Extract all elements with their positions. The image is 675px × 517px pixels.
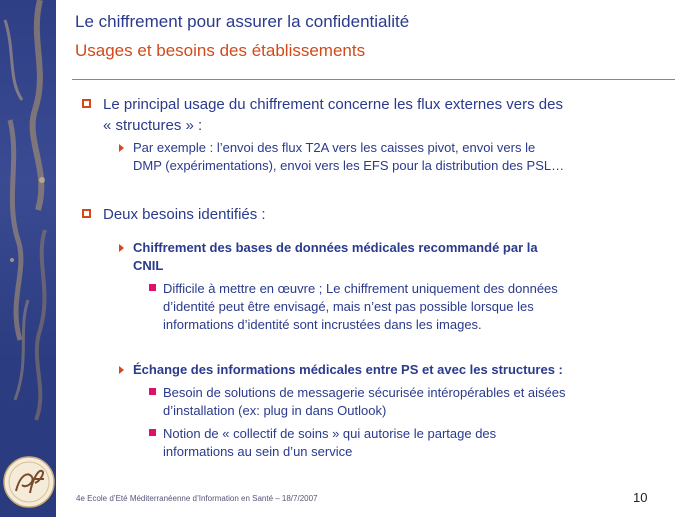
filled-square-bullet-icon bbox=[149, 429, 156, 436]
bullet-2-sub-2-item-1-line-2: d’installation (ex: plug in dans Outlook) bbox=[163, 403, 387, 418]
bullet-2-sub-2-item-2-line-2: informations au sein d’un service bbox=[163, 444, 353, 459]
bullet-1-line-2: « structures » : bbox=[103, 117, 203, 134]
arrow-bullet-icon bbox=[119, 366, 124, 374]
bullet-2-sub-1-line-1: Chiffrement des bases de données médicales recommandé par la bbox=[133, 240, 538, 255]
logo-icon bbox=[2, 455, 56, 509]
bullet-2-sub-1-item-1-line-3: informations d’identité sont incrustées dans les images. bbox=[163, 317, 482, 332]
bullet-2-sub-1-item-1-line-1: Difficile à mettre en œuvre ; Le chiffrement uniquement des données bbox=[163, 281, 558, 296]
hollow-square-bullet-icon bbox=[82, 209, 91, 218]
slide-subtitle: Usages et besoins des établissements bbox=[75, 41, 366, 60]
bullet-2-sub-2-line-1: Échange des informations médicales entre PS et avec les structures : bbox=[133, 362, 563, 377]
hollow-square-bullet-icon bbox=[82, 99, 91, 108]
bullet-2-sub-2-item-1-line-1: Besoin de solutions de messagerie sécurisée intéropérables et aisées bbox=[163, 385, 566, 400]
filled-square-bullet-icon bbox=[149, 388, 156, 395]
slide-title: Le chiffrement pour assurer la confidentialité bbox=[75, 12, 410, 31]
bullet-1-sub-1-line-1: Par exemple : l’envoi des flux T2A vers les caisses pivot, envoi vers le bbox=[133, 140, 536, 155]
arrow-bullet-icon bbox=[119, 244, 124, 252]
bullet-1-line-1: Le principal usage du chiffrement concerne les flux externes vers des bbox=[103, 96, 563, 113]
filled-square-bullet-icon bbox=[149, 284, 156, 291]
bullet-2-sub-1-item-1-line-2: d’identité peut être envisagé, mais n’est pas possible lorsque les bbox=[163, 299, 534, 314]
bullet-2-sub-2-item-2-line-1: Notion de « collectif de soins » qui autorise le partage des bbox=[163, 426, 497, 441]
bullet-2-sub-1-line-2: CNIL bbox=[133, 258, 164, 273]
bullet-1-sub-1-line-2: DMP (expérimentations), envoi vers les EFS pour la distribution des PSL… bbox=[133, 158, 565, 173]
page-number: 10 bbox=[633, 490, 648, 505]
footer-text: 4e Ecole d’Eté Méditerranéenne d’Information en Santé – 18/7/2007 bbox=[76, 494, 318, 503]
arrow-bullet-icon bbox=[119, 144, 124, 152]
bullet-2-line-1: Deux besoins identifiés : bbox=[103, 206, 266, 223]
